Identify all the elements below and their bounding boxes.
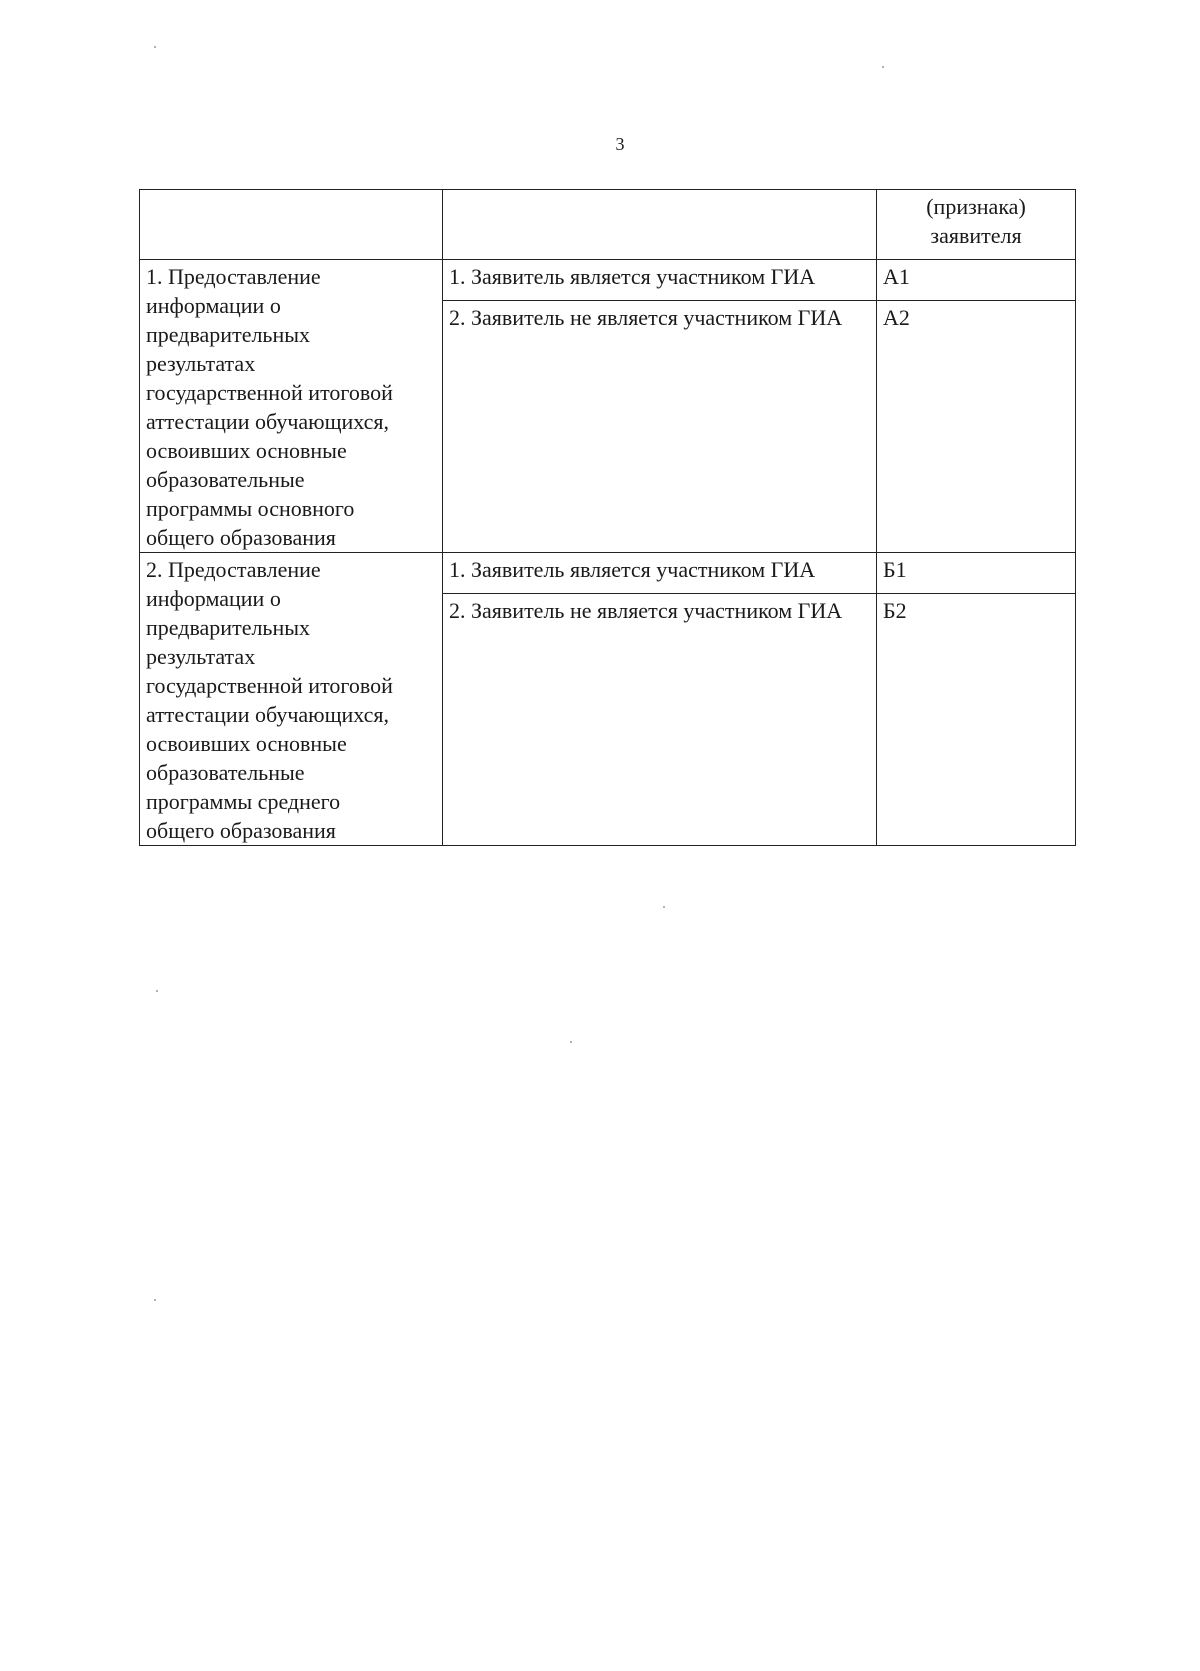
variant-code: Б2 [877,593,1076,845]
variant-description: 2. Заявитель не является участником ГИА [443,593,877,845]
variant-description: 1. Заявитель является участником ГИА [443,260,877,301]
service-cell-1: 1. Предоставление информации о предварительных результатах государственной итоговой аттестации обучающихся, освоивших основные образовательные программы основного общего образования [140,260,443,553]
page-number: 3 [615,134,625,154]
variant-code: Б1 [877,553,1076,594]
table-header-row [140,190,1076,260]
header-cell-code [877,190,1076,260]
header-cell-variant [443,190,877,260]
variant-code: А1 [877,260,1076,301]
service-cell-2: 2. Предоставление информации о предварительных результатах государственной итоговой аттестации обучающихся, освоивших основные образовательные программы среднего общего образования [140,553,443,846]
table-row [140,553,1076,594]
scan-speck [570,1041,572,1043]
header-code-line2: заявителя [930,223,1022,248]
scan-speck [882,66,884,68]
applicant-variants-table [139,189,1076,846]
scan-speck [156,990,158,992]
table-row [140,260,1076,301]
header-cell-service [140,190,443,260]
scan-speck [154,1299,156,1301]
header-code-line1: (признака) [926,194,1026,219]
variant-description: 1. Заявитель является участником ГИА [443,553,877,594]
scan-speck [154,46,156,48]
scan-speck [663,906,665,908]
variant-code: А2 [877,300,1076,552]
variant-description: 2. Заявитель не является участником ГИА [443,300,877,552]
